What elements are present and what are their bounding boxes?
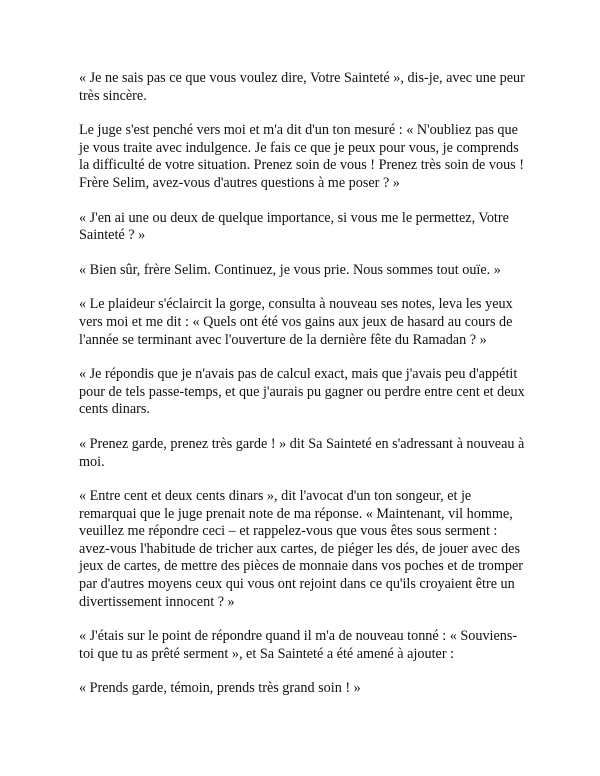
document-page [79, 70, 529, 715]
paragraph: « Le plaideur s'éclaircit la gorge, consulta à nouveau ses notes, leva les yeux vers moi et me dit : « Quels ont été vos gains aux jeux de hasard au cours de l'année se terminant avec l'ouverture de la dernière fête du Ramadan ? » [79, 296, 513, 348]
paragraph: « Je répondis que je n'avais pas de calcul exact, mais que j'avais peu d'appétit pour de tels passe-temps, et que j'aurais pu gagner ou perdre entre cent et deux cents dinars. [79, 366, 525, 418]
paragraph: « Je ne sais pas ce que vous voulez dire, Votre Sainteté », dis-je, avec une peur très sincère. [79, 70, 525, 104]
paragraph: « Entre cent et deux cents dinars », dit l'avocat d'un ton songeur, et je remarquai que le juge prenait note de ma réponse. « Maintenant, vil homme, veuillez me répondre ceci – et rappelez-vous que vous êtes sous serment : avez-vous l'habitude de tricher aux cartes, de piéger les dés, de jouer avec des jeux de cartes, de mettre des pièces de monnaie dans vos poches et de tromper par d'autres moyens ceux qui vous ont rejoint dans ce qu'ils croyaient être un divertissement innocent ? » [79, 488, 523, 610]
paragraph: Le juge s'est penché vers moi et m'a dit d'un ton mesuré : « N'oubliez pas que je vous traite avec indulgence. Je fais ce que je peux pour vous, je comprends la difficulté de votre situation. Prenez soin de vous ! Prenez très soin de vous ! Frère Selim, avez-vous d'autres questions à me poser ? » [79, 122, 524, 191]
paragraph: « Bien sûr, frère Selim. Continuez, je vous prie. Nous sommes tout ouïe. » [79, 261, 501, 278]
paragraph: « J'en ai une ou deux de quelque importance, si vous me le permettez, Votre Sainteté ? » [79, 209, 509, 244]
paragraph: « Prends garde, témoin, prends très grand soin ! » [79, 680, 361, 697]
paragraph: « J'étais sur le point de répondre quand il m'a de nouveau tonné : « Souviens-toi que tu as prêté serment », et Sa Sainteté a été amené à ajouter : [79, 628, 518, 662]
paragraph: « Prenez garde, prenez très garde ! » dit Sa Sainteté en s'adressant à nouveau à moi. [79, 435, 525, 470]
